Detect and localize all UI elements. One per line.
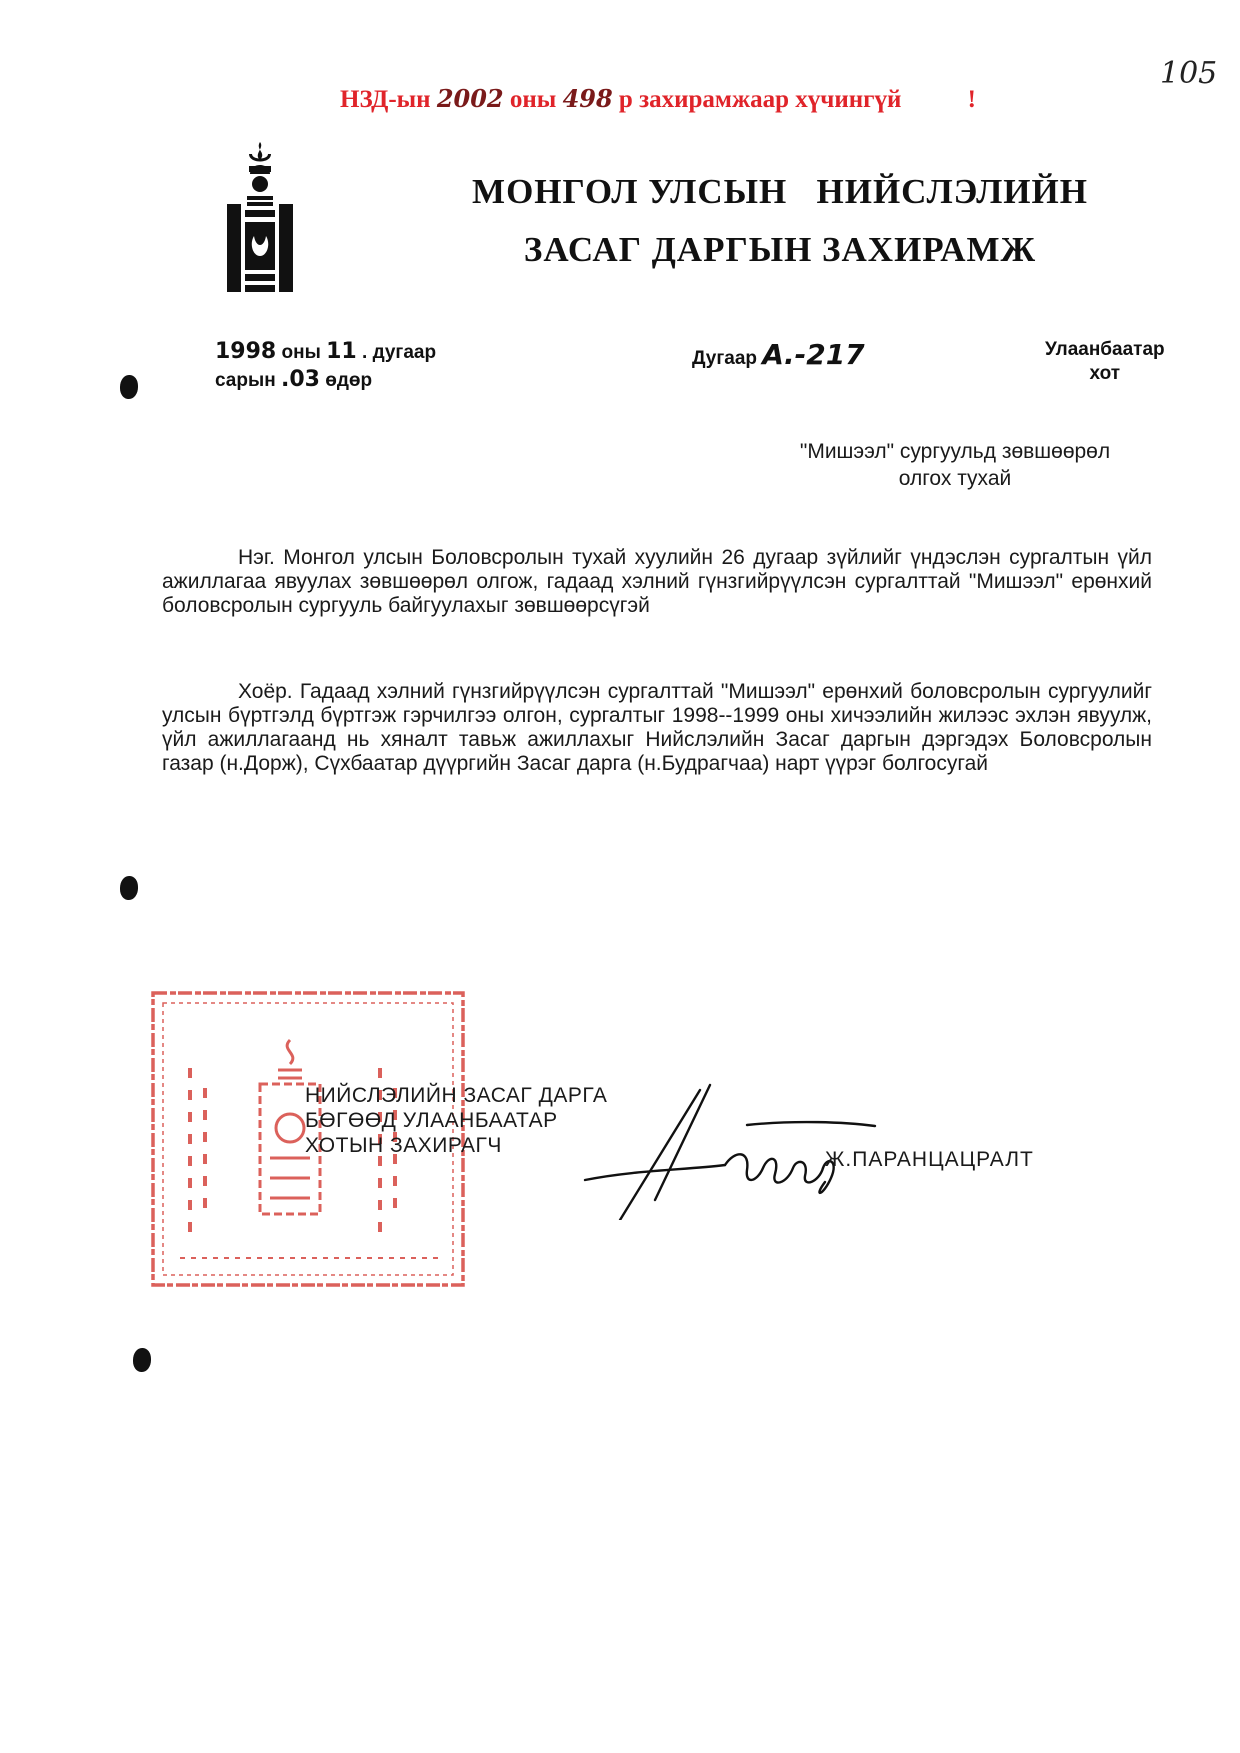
date-day-word: өдөр bbox=[325, 370, 373, 391]
subject-line-2: олгох тухай bbox=[898, 467, 1012, 490]
decree-city bbox=[1045, 338, 1165, 386]
header-line-1: МОНГОЛ УЛСЫН НИЙСЛЭЛИЙН bbox=[472, 172, 1088, 211]
punch-hole bbox=[120, 375, 138, 399]
signer-name: Ж.ПАРАНЦАЦРАЛТ bbox=[825, 1148, 1034, 1171]
handwritten-signature bbox=[575, 1070, 905, 1220]
date-month-label: сарын bbox=[215, 370, 276, 391]
decree-header bbox=[470, 163, 1090, 279]
state-emblem-icon bbox=[215, 140, 305, 300]
decree-subject bbox=[740, 438, 1170, 492]
city-line-1: Улаанбаатар bbox=[1045, 339, 1165, 360]
subject-line-1: "Мишээл" сургуульд зөвшөөрөл bbox=[799, 440, 1111, 463]
annotation-middle: оны bbox=[509, 86, 557, 113]
decree-date bbox=[215, 338, 436, 394]
header-line-2: ЗАСАГ ДАРГЫН ЗАХИРАМЖ bbox=[523, 230, 1037, 269]
date-year: 1998 bbox=[215, 339, 277, 364]
paragraph-text: Хоёр. Гадаад хэлний гүнзгийрүүлсэн сургалттай "Мишээл" ерөнхий боловсролын сургуулийг улсын бүртгэлд бүртгэж гэрчилгээ олгон, сургалтыг 1998--1999 оны хичээлийн жилээс эхлэн явуулж, үйл ажиллагаанд нь хяналт тавьж ажиллахыг Нийслэлийн Засаг даргын дэргэдэх Боловсролын газар (н.Дорж), Сүхбаатар дүүргийн Засаг дарга (н.Будрагчаа) нарт үүрэг болгосугай bbox=[162, 680, 1152, 775]
annotation-year: 2002 bbox=[436, 84, 504, 113]
annulment-annotation bbox=[340, 84, 976, 114]
signatory-line-1: НИЙСЛЭЛИЙН ЗАСАГ ДАРГА bbox=[305, 1084, 608, 1107]
city-line-2: хот bbox=[1089, 363, 1121, 384]
date-month: 11 bbox=[326, 339, 357, 364]
decree-number-value: А.-217 bbox=[762, 338, 865, 371]
decree-paragraph-2 bbox=[162, 680, 1152, 776]
annotation-suffix: р захирамжаар хүчингүй bbox=[618, 86, 902, 113]
signatory-line-2: БӨГӨӨД УЛААНБААТАР bbox=[305, 1109, 558, 1132]
decree-number bbox=[692, 338, 865, 371]
date-day: .03 bbox=[280, 367, 320, 392]
date-year-word: оны bbox=[281, 342, 321, 363]
page-number: 105 bbox=[1160, 56, 1218, 91]
punch-hole bbox=[133, 1348, 151, 1372]
signatory-title bbox=[305, 1083, 607, 1158]
date-month-word: . дугаар bbox=[362, 342, 437, 363]
decree-number-label: Дугаар bbox=[692, 348, 757, 369]
annotation-mark: ! bbox=[967, 86, 976, 113]
signatory-line-3: ХОТЫН ЗАХИРАГЧ bbox=[305, 1134, 502, 1157]
decree-paragraph-1 bbox=[162, 546, 1152, 618]
annotation-number: 498 bbox=[562, 84, 613, 113]
punch-hole bbox=[120, 876, 138, 900]
paragraph-text: Нэг. Монгол улсын Боловсролын тухай хуулийн 26 дугаар зүйлийг үндэслэн сургалтын үйл ажиллагаа явуулах зөвшөөрөл олгож, гадаад хэлний гүнзгийрүүлсэн сургалттай "Мишээл" ерөнхий боловсролын сургууль байгуулахыг зөвшөөрсүгэй bbox=[162, 546, 1152, 617]
annotation-prefix: НЗД-ын bbox=[340, 86, 431, 113]
